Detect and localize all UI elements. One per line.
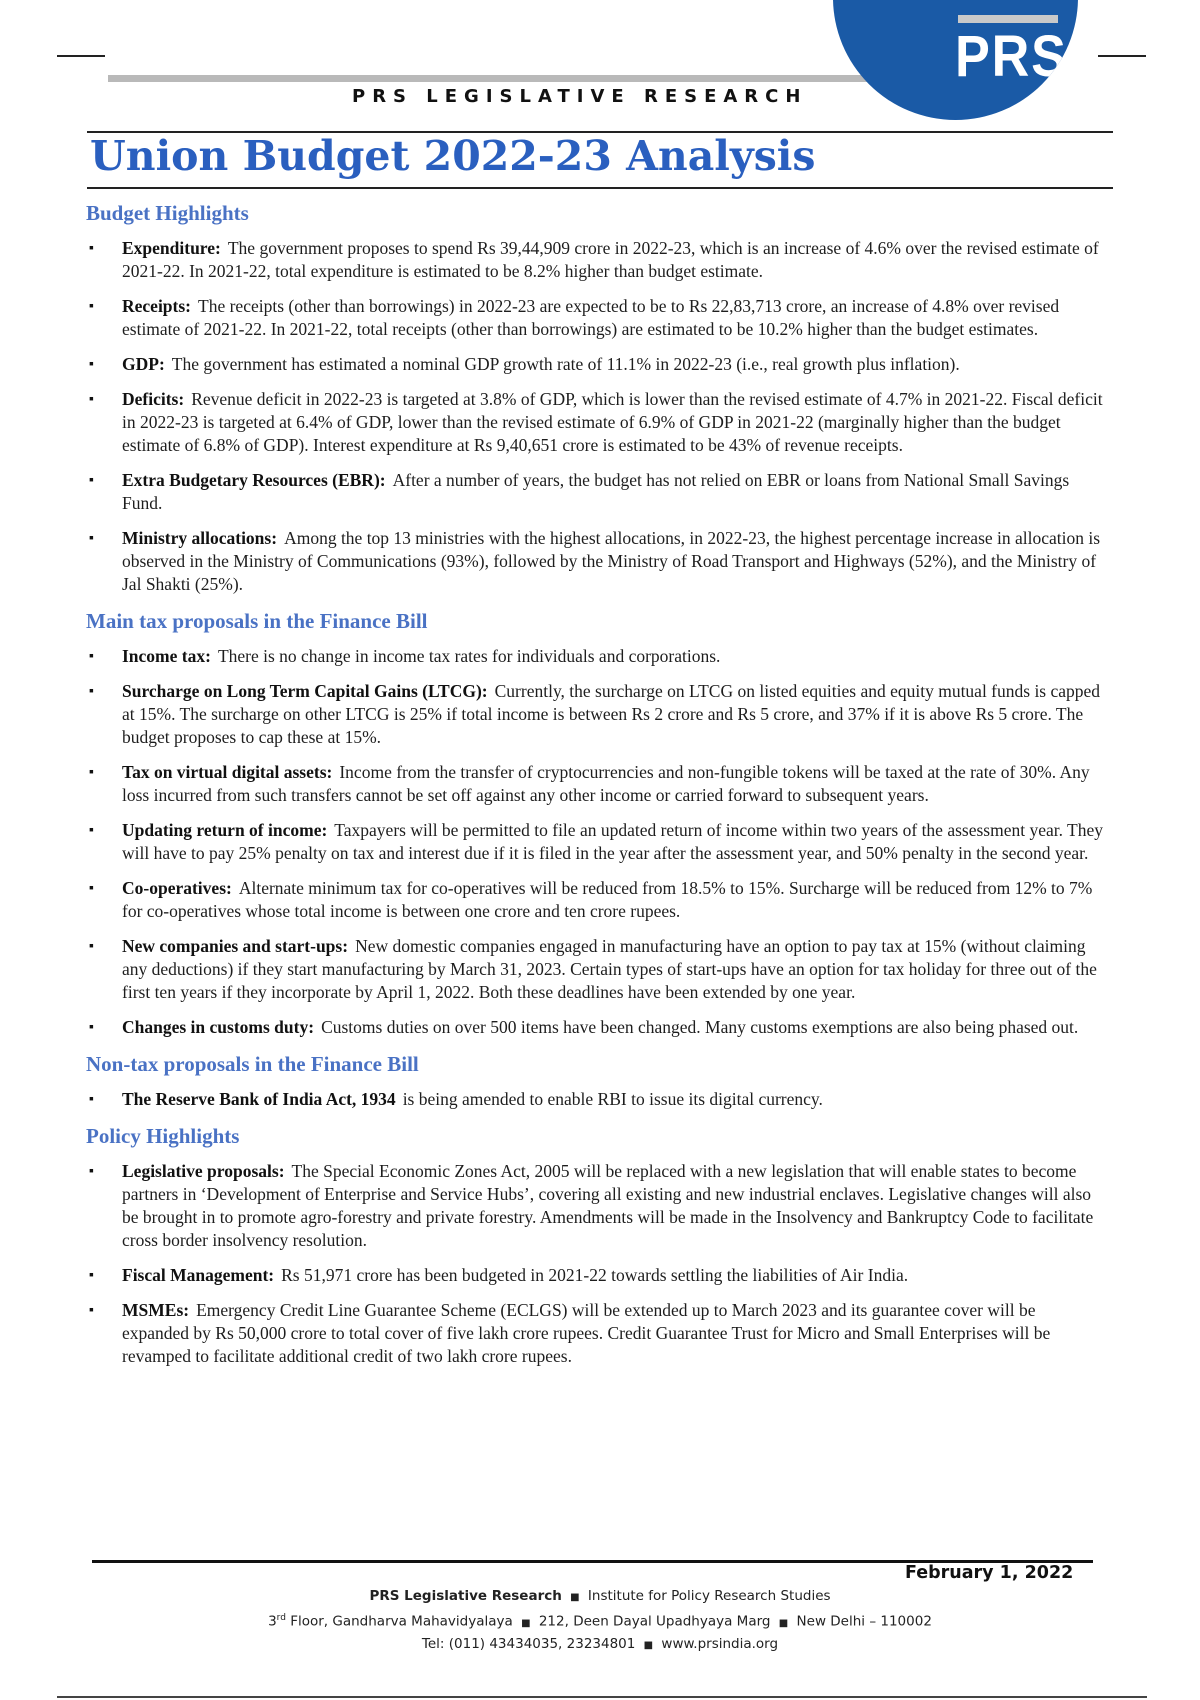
bullet-lead: Fiscal Management:	[122, 1265, 275, 1285]
bullet-item	[86, 645, 1104, 668]
bullet-lead: Co-operatives:	[122, 878, 232, 898]
bullet-lead: Changes in customs duty:	[122, 1017, 315, 1037]
bullet-lead: MSMEs:	[122, 1300, 190, 1320]
bullet-square-icon: ▪	[89, 241, 94, 256]
header-left-rule	[57, 55, 105, 57]
footer-separator: ■	[643, 1639, 654, 1651]
bullet-lead: Deficits:	[122, 389, 185, 409]
bullet-text: Customs duties on over 500 items have been changed. Many customs exemptions are also being phased out.	[321, 1017, 1079, 1037]
bullet-item	[86, 469, 1104, 515]
bullet-lead: Legislative proposals:	[122, 1161, 285, 1181]
bullet-lead: Tax on virtual digital assets:	[122, 762, 333, 782]
logo-text: PRS	[955, 24, 1068, 89]
bullet-item	[86, 877, 1104, 923]
bullet-lead: Updating return of income:	[122, 820, 328, 840]
bullet-lead: Ministry allocations:	[122, 528, 278, 548]
bullet-square-icon: ▪	[89, 1020, 94, 1035]
bullet-square-icon: ▪	[89, 649, 94, 664]
document-body	[86, 200, 1104, 1380]
bullet-item	[86, 237, 1104, 283]
bullet-square-icon: ▪	[89, 531, 94, 546]
bullet-list	[86, 237, 1104, 596]
bullet-square-icon: ▪	[89, 1164, 94, 1179]
bullet-item	[86, 1160, 1104, 1252]
bullet-square-icon: ▪	[89, 881, 94, 896]
bullet-lead: Receipts:	[122, 296, 192, 316]
bullet-lead: Surcharge on Long Term Capital Gains (LTCG):	[122, 681, 488, 701]
bullet-text: After a number of years, the budget has not relied on EBR or loans from National Small Savings Fund.	[122, 470, 1070, 513]
footer	[0, 1586, 1200, 1656]
footer-address-city: New Delhi – 110002	[796, 1613, 932, 1630]
section-heading: Policy Highlights	[86, 1124, 240, 1148]
footer-line-3	[0, 1634, 1200, 1656]
bullet-text: Taxpayers will be permitted to file an updated return of income within two years of the assessment year. They will have to pay 25% penalty on tax and interest due if it is filed in the year after the assessment year, and 50% penalty in the second year.	[122, 820, 1104, 863]
footer-separator: ■	[570, 1592, 580, 1603]
bullet-item	[86, 819, 1104, 865]
bullet-item	[86, 680, 1104, 749]
footer-address-street: 212, Deen Dayal Upadhyaya Marg	[538, 1613, 771, 1630]
bullet-lead: The Reserve Bank of India Act, 1934	[122, 1089, 396, 1109]
bullet-square-icon: ▪	[89, 392, 94, 407]
header-right-rule	[1098, 55, 1146, 57]
title-rule-bottom	[87, 187, 1113, 189]
bullet-text: Emergency Credit Line Guarantee Scheme (ECLGS) will be extended up to March 2023 and its guarantee cover will be expanded by Rs 50,000 crore to total cover of five lakh crore rupees. Credit Guarantee Trust for Micro and Small Enterprises will be revamped to facilitate additional credit of two lakh crore rupees.	[122, 1300, 1051, 1366]
bullet-text: There is no change in income tax rates for individuals and corporations.	[217, 646, 721, 666]
bullet-square-icon: ▪	[89, 765, 94, 780]
bullet-text: Revenue deficit in 2022-23 is targeted at 3.8% of GDP, which is lower than the revised estimate of 4.7% in 2021-22. Fiscal deficit in 2022-23 is targeted at 6.4% of GDP, lower than the revised estimate of 6.9% of GDP in 2021-22 (marginally higher than the budget estimate of 6.8% of GDP). Interest expenditure at Rs 9,40,651 crore is estimated to be 43% of revenue receipts.	[122, 389, 1103, 455]
bullet-text: Alternate minimum tax for co-operatives will be reduced from 18.5% to 15%. Surcharge will be reduced from 12% to 7% for co-operatives whose total income is between one crore and ten crore rupees.	[122, 878, 1093, 921]
footer-phone: Tel: (011) 43434035, 23234801	[421, 1635, 636, 1652]
header-gray-bar	[108, 75, 960, 82]
bullet-list	[86, 1160, 1104, 1368]
bullet-text: The Special Economic Zones Act, 2005 will be replaced with a new legislation that will enable states to become partners in ‘Development of Enterprise and Service Hubs’, covering all existing and new industrial enclaves. Legislative changes will also be brought in to promote agro-forestry and private forestry. Amendments will be made in the Insolvency and Bankruptcy Code to facilitate cross border insolvency resolution.	[122, 1161, 1094, 1250]
page-title: Union Budget 2022-23 Analysis	[90, 132, 816, 180]
bullet-item	[86, 353, 1104, 376]
bullet-square-icon: ▪	[89, 823, 94, 838]
bullet-text: Currently, the surcharge on LTCG on listed equities and equity mutual funds is capped at 15%. The surcharge on other LTCG is 25% if total income is between Rs 2 crore and Rs 5 crore, and 37% if it is above Rs 5 crore. The budget proposes to cap these at 15%.	[122, 681, 1101, 747]
page-bottom-rule	[57, 1696, 1147, 1698]
bullet-lead: Expenditure:	[122, 238, 221, 258]
footer-floor-sup: rd	[276, 1613, 286, 1623]
bullet-item	[86, 295, 1104, 341]
footer-line-2	[0, 1608, 1200, 1634]
section-heading: Budget Highlights	[86, 201, 249, 225]
bullet-square-icon: ▪	[89, 1303, 94, 1318]
footer-line-1	[0, 1586, 1200, 1608]
bullet-square-icon: ▪	[89, 473, 94, 488]
org-banner: PRS LEGISLATIVE RESEARCH	[352, 86, 808, 107]
footer-address-line: Floor, Gandharva Mahavidyalaya	[290, 1613, 513, 1630]
bullet-square-icon: ▪	[89, 939, 94, 954]
bullet-item	[86, 1088, 1104, 1111]
bullet-item	[86, 935, 1104, 1004]
bullet-text: New domestic companies engaged in manufacturing have an option to pay tax at 15% (without claiming any deductions) if they start manufacturing by March 31, 2023. Certain types of start-ups have an option for tax holiday for three out of the first ten years if they incorporate by April 1, 2022. Both these deadlines have been extended by one year.	[122, 936, 1097, 1002]
bullet-square-icon: ▪	[89, 1268, 94, 1283]
footer-institute: Institute for Policy Research Studies	[587, 1588, 831, 1604]
bullet-item	[86, 1016, 1104, 1039]
section-heading: Main tax proposals in the Finance Bill	[86, 609, 428, 633]
bullet-item	[86, 761, 1104, 807]
bullet-item	[86, 388, 1104, 457]
section-heading: Non-tax proposals in the Finance Bill	[86, 1052, 419, 1076]
bullet-list	[86, 1088, 1104, 1111]
footer-separator: ■	[521, 1617, 531, 1629]
footer-website[interactable]: www.prsindia.org	[661, 1635, 779, 1652]
prs-logo	[833, 0, 1078, 120]
bullet-square-icon: ▪	[89, 1092, 94, 1107]
bullet-lead: New companies and start-ups:	[122, 936, 349, 956]
bullet-text: Income from the transfer of cryptocurrencies and non-fungible tokens will be taxed at the rate of 30%. Any loss incurred from such transfers cannot be set off against any other income or carried forward to subsequent years.	[122, 762, 1090, 805]
footer-floor-no: 3	[268, 1613, 277, 1630]
bullet-square-icon: ▪	[89, 357, 94, 372]
bullet-text: is being amended to enable RBI to issue its digital currency.	[402, 1089, 823, 1109]
footer-separator: ■	[778, 1617, 789, 1629]
bullet-lead: Income tax:	[122, 646, 211, 666]
bullet-text: The government proposes to spend Rs 39,44,909 crore in 2022-23, which is an increase of 4.6% over the revised estimate of 2021-22. In 2021-22, total expenditure is estimated to be 8.2% higher than budget estimate.	[122, 238, 1099, 281]
bullet-text: The receipts (other than borrowings) in 2022-23 are expected to be to Rs 22,83,713 crore, an increase of 4.8% over revised estimate of 2021-22. In 2021-22, total receipts (other than borrowings) are estimated to be 10.2% higher than the budget estimates.	[122, 296, 1060, 339]
bullet-text: The government has estimated a nominal GDP growth rate of 11.1% in 2022-23 (i.e., real growth plus inflation).	[171, 354, 960, 374]
bullet-item	[86, 1299, 1104, 1368]
bullet-lead: Extra Budgetary Resources (EBR):	[122, 470, 386, 490]
bullet-text: Among the top 13 ministries with the highest allocations, in 2022-23, the highest percentage increase in allocation is observed in the Ministry of Communications (93%), followed by the Ministry of Road Transport and Highways (52%), and the Ministry of Jal Shakti (25%).	[122, 528, 1101, 594]
bullet-list	[86, 645, 1104, 1039]
bullet-item	[86, 527, 1104, 596]
logo-stripe	[958, 15, 1058, 23]
footer-date: February 1, 2022	[905, 1563, 1074, 1583]
bullet-item	[86, 1264, 1104, 1287]
bullet-square-icon: ▪	[89, 299, 94, 314]
bullet-square-icon: ▪	[89, 684, 94, 699]
bullet-text: Rs 51,971 crore has been budgeted in 2021-22 towards settling the liabilities of Air India.	[281, 1265, 909, 1285]
bullet-lead: GDP:	[122, 354, 165, 374]
footer-org-name: PRS Legislative Research	[369, 1588, 562, 1604]
